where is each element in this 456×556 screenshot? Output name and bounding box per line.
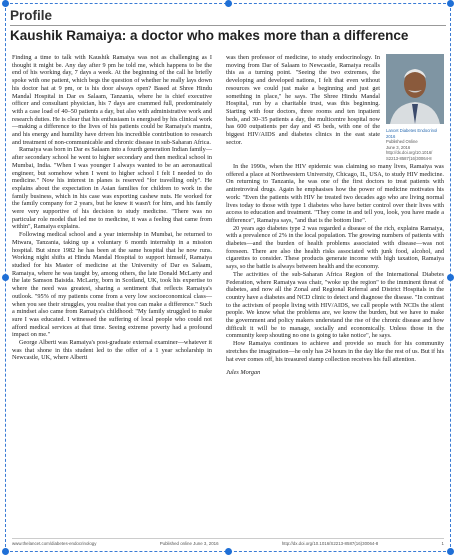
sidebar-published-label: Published Online — [386, 139, 418, 145]
paragraph: was then professor of medicine, to study endocrinology. In moving from Dar of Salaam to Newcastle, Ramaiya recalls this as a turning point. "Seeing the two extremes, the developing and developed nations, I felt that even without resources we could just make a beginning and just get something in place," he says. The Shree Hindu Mandal Hospital, run by a charitable trust, was this beginning. Starting with four doctors, three rooms and ten inpatient beds, and 30–35 patients a day, the multicentre hospital now has 600 outpatients per day and 45 beds, with one of the biggest HIV/AIDS and diabetes clinics in the east state sector. — [226, 54, 380, 146]
heading-rule — [10, 25, 446, 26]
sidebar-doi-line1[interactable]: http://dx.doi.org/10.1016/ — [386, 150, 433, 156]
portrait-photo — [386, 54, 444, 124]
paragraph: How Ramaiya continues to achieve and provide so much for his community stretches the imagination—he only has 24 hours in the day like the rest of us. But if his hat ever comes off, his treasured stamp collection receives his full attention. — [226, 340, 444, 363]
paragraph: In the 1990s, when the HIV epidemic was claiming so many lives, Ramaiya was offered a place at Northwestern University, Chicago, IL, USA, to study HIV medicine. On returning to Tanzania, he was one of the first doctors to treat patients with antiretroviral drugs. Again he emphasises how the power of medicine motivates his work: "Even the patients with HIV he treated two decades ago who are living normal lives today to those with type 1 diabetes who have better control over their lives with access to education and treatment. "They come in and tell you, look, you have made a difference", Ramaiya says, "and that is the bottom line". — [226, 163, 444, 224]
sidebar-meta — [386, 54, 444, 162]
footer-doi-link[interactable]: http://dx.doi.org/10.1016/S2213-8587(16)30064-8 — [281, 541, 379, 546]
paragraph: Following medical school and a year internship in Mumbai, he returned to Mtwara, Tanzania, taking up a voluntary 6 month internship in a mission hospital. But since 1982 he has been at the same hospital that he now runs. Working night shifts at Hindu Mandal Hospital to support himself, Ramaiya studied for his Master of medicine at the University of Dar es Salaam, Ramaiya, where he was taught by, among others, the late Donald McLarty and the late Samson Baisida. McLarty, born in Scotland, UK, took his expertise to where the need was greatest, sharing a sentiment that reflects Ramaiya's outlook. "95% of my patients come from a very low socioeconomical class—when you see their struggles, you realise that you can make a difference." Such a mindset also came from Ramaiya's childhood: "My family struggled to make sure I was educated. I witnessed the suffering of local people who could not afford medical services at that time. Seeing extreme poverty had a profound impact on me." — [12, 231, 212, 339]
footer-page-number: 1 — [441, 541, 444, 546]
resize-handle-middle-left[interactable] — [2, 274, 9, 281]
resize-handle-top-left[interactable] — [2, 0, 9, 7]
page-footer — [12, 538, 444, 546]
resize-handle-middle-right[interactable] — [447, 274, 454, 281]
body-column-right — [226, 54, 380, 146]
footer-journal-url[interactable]: www.thelancet.com/diabetes-endocrinology — [12, 541, 97, 546]
resize-handle-top-middle[interactable] — [225, 0, 232, 7]
paragraph: Finding a time to talk with Kaushik Ramaiya was not as challenging as I thought it might be. Any day after 9 pm he told me, which happens to be the end of his working day, 7 days a week. At the beginning of the call he briefly spoke with one patient, which begs the question of whether he really lays down his doctor hat at 9 pm, or is his door always open? Based at Shree Hindu Mandal Hospital in Dar es Salaam, Tanzania, where he is chief executive officer and consultant physician, his 7 days are crammed full, predominately with a case load of 40–50 patients a day, but also with administrative work and research duties. He is clear that his enthusiasm is energised by his clinical work—making a difference to the lives of his patients could be Ramaiya's mantra, and his energy and humility have driven his incredible contribution to research and treatment of non-communicable and chronic disease in sub-Saharan Africa. — [12, 54, 212, 146]
article-page — [10, 8, 446, 546]
sidebar-doi-line2[interactable]: S2213-8587(16)30064-8 — [386, 155, 432, 161]
body-column-right-wide — [226, 163, 444, 377]
paragraph: Ramaiya was born in Dar es Salaam into a fourth generation Indian family—after secondary school he went to higher secondary and then medical school in Mumbai, India. "When I was younger I always wanted to be an aeronautical engineer, but somehow when I went to higher school I felt I needed to do medicine." Now his interest in planes is reserved "for travelling only". He explains about the expectation in Asian families for children to work in the family business, which in his case was exporting cashew nuts. He worked for the family company for 2 years, but he knew it wasn't for him, and his family were very supportive of his decision to study medicine. "There was no particular role model that led me to medicine, it was a feeling that came from within", Ramaiya explains. — [12, 146, 212, 231]
sidebar-date: June 3, 2016 — [386, 144, 411, 150]
section-heading: Profile — [10, 8, 53, 23]
author-signature: Jules Morgan — [226, 369, 261, 377]
body-column-left — [12, 54, 212, 362]
paragraph: George Alberti was Ramaiya's post-graduate external examiner—whatever it was that shone in this student led to the offer of a 1 year scholarship in Newcastle, UK, where Alberti — [12, 339, 212, 362]
resize-handle-top-right[interactable] — [447, 0, 454, 7]
paragraph: 20 years ago diabetes type 2 was regarded a disease of the rich, explains Ramaiya, with a prevalence of 2% in the local population. The growing numbers of patients with diabetes—and the burden of health problems associated with disease—was not foreseen. There are also the health risks associated with junk food, alcohol, and cigarettes to consider. These products generate income with high taxation, Ramaiya says, so the battle is always between health and the economy. — [226, 224, 444, 271]
footer-publication-date: Published online June 3, 2016 — [159, 541, 219, 546]
paragraph: The activities of the sub-Saharan Africa Region of the International Diabetes Federation, where Ramaiya was chair, "woke up the region" to the imminent threat of diabetes, and now all the Zonal and Regional Referral and District Hospitals in the country have a diabetes and NCD clinic to detect and diagnose the disease. "In contrast to the activism of people living with HIV/AIDS, we call people with NCDs the silent people. We know what the problems are, we know the burden, but we have to make the government and policy makers understand the rise of the chronic disease and how difficult it will be to manage, socially and economically. Unless those in the community keep shouting no one is going to take notice", he says. — [226, 270, 444, 340]
resize-handle-bottom-left[interactable] — [2, 548, 9, 555]
portrait-illustration — [386, 54, 444, 124]
resize-handle-bottom-middle[interactable] — [225, 548, 232, 555]
sidebar-caption: Lancet Diabetes Endocrinol 2016 — [386, 128, 438, 139]
resize-handle-bottom-right[interactable] — [447, 548, 454, 555]
article-title: Kaushik Ramaiya: a doctor who makes more than a difference — [10, 28, 409, 43]
